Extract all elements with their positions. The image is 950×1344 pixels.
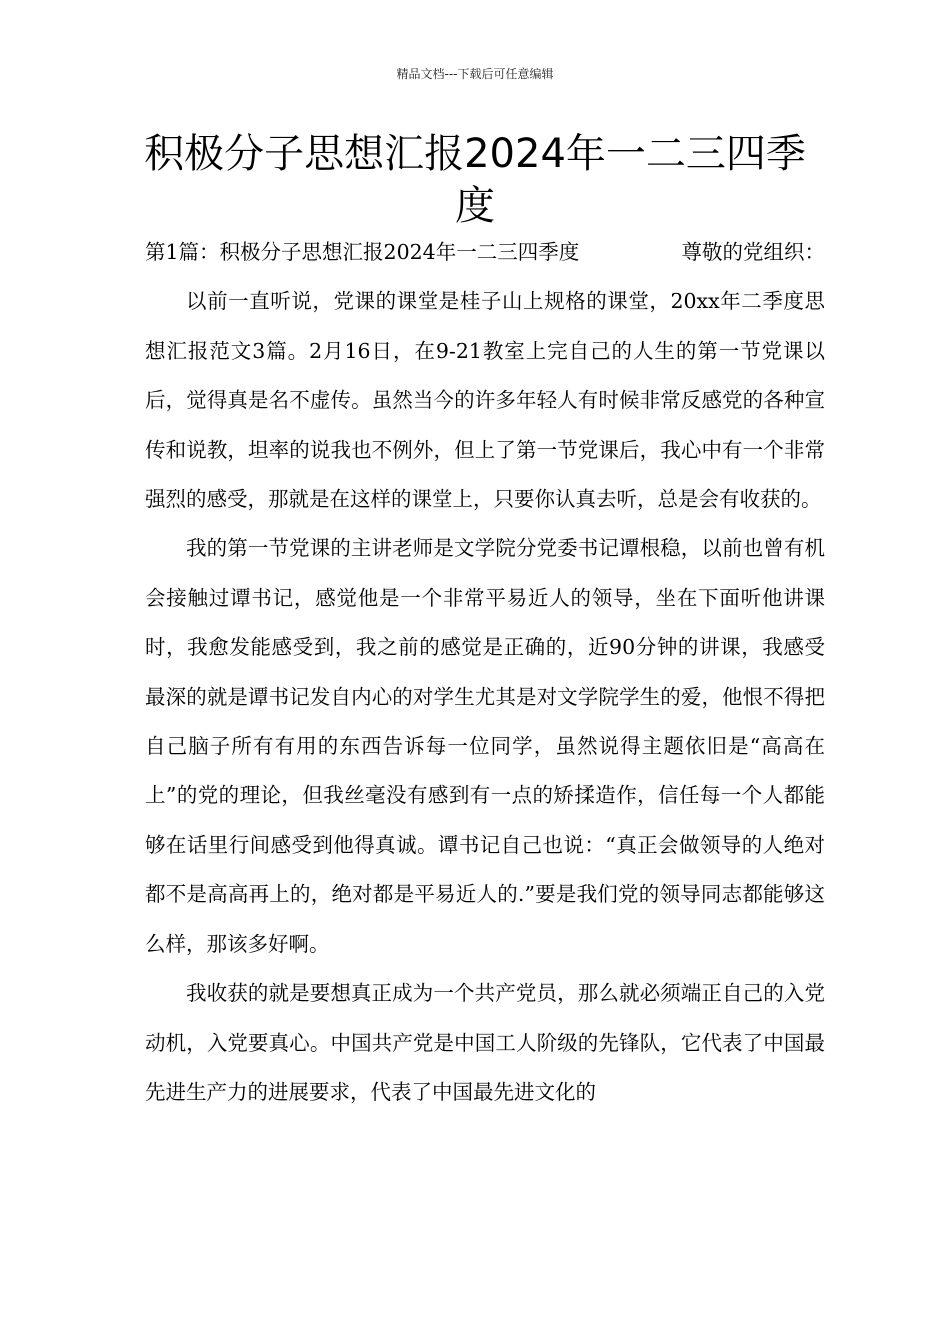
- paragraph-3: 我收获的就是要想真正成为一个共产党员，那么就必须端正自己的入党动机，入党要真心。中国共产党是中国工人阶级的先锋队，它代表了中国最先进生产力的进展要求，代表了中国最先进文化的: [145, 981, 825, 1104]
- paragraph-2: 我的第一节党课的主讲老师是文学院分党委书记谭根稳，以前也曾有机会接触过谭书记，感觉他是一个非常平易近人的领导，坐在下面听他讲课时，我愈发能感受到，我之前的感觉是正确的，近90分钟的讲课，我感受最深的就是谭书记发自内心的对学生尤其是对文学院学生的爱，他恨不得把自己脑子所有有用的东西告诉每一位同学，虽然说得主题依旧是“高高在上”的党的理论，但我丝毫没有感到有一点的矫揉造作，信任每一个人都能够在话里行间感受到他得真诚。谭书记自己也说：“真正会做领导的人绝对都不是高高再上的，绝对都是平易近人的.”要是我们党的领导同志都能够这么样，那该多好啊。: [145, 536, 825, 956]
- document-body: [145, 228, 825, 1117]
- chapter-heading: 第1篇：积极分子思想汇报2024年一二三四季度: [145, 240, 580, 264]
- document-title: 积极分子思想汇报2024年一二三四季度: [144, 131, 806, 229]
- paragraph-1: 以前一直听说，党课的课堂是桂子山上规格的课堂，20xx年二季度思想汇报范文3篇。2月16日，在9-21教室上完自己的人生的第一节党课以后，觉得真是名不虚传。虽然当今的许多年轻人有时候非常反感党的各种宣传和说教，坦率的说我也不例外，但上了第一节党课后，我心中有一个非常强烈的感受，那就是在这样的课堂上，只要你认真去听，总是会有收获的。: [145, 289, 825, 512]
- salutation: 尊敬的党组织：: [681, 240, 825, 264]
- header-note: 精品文档---下载后可任意编辑: [396, 67, 554, 81]
- intro-line: [145, 228, 825, 277]
